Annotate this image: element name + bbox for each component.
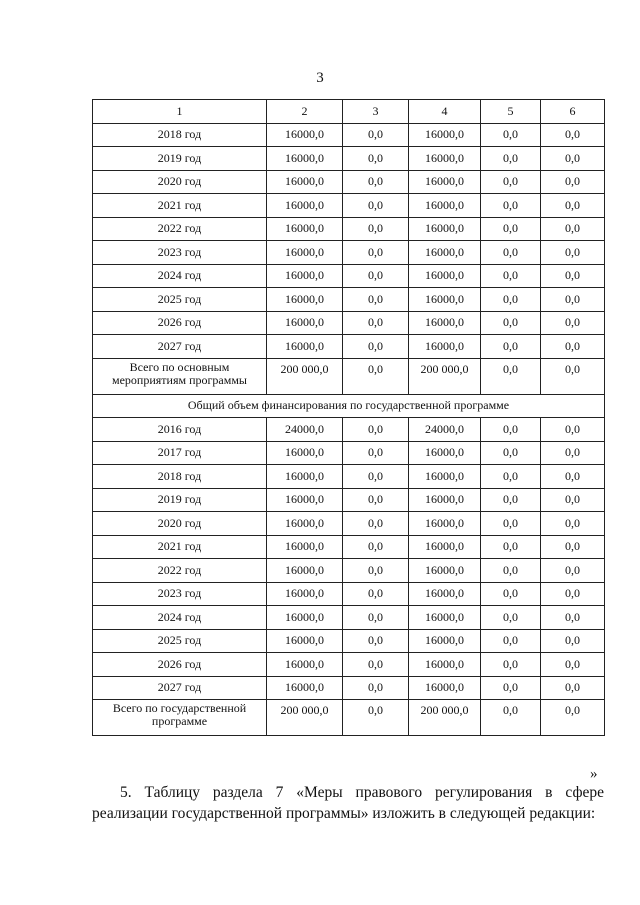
value-cell: 0,0	[343, 123, 409, 147]
row-label-cell: 2021 год	[93, 535, 267, 559]
value-cell: 0,0	[541, 606, 605, 630]
table-row	[93, 147, 605, 171]
value-cell: 16000,0	[267, 194, 343, 218]
value-cell: 0,0	[343, 418, 409, 442]
value-cell: 0,0	[541, 441, 605, 465]
value-cell: 16000,0	[409, 241, 481, 265]
row-label-cell: 2016 год	[93, 418, 267, 442]
value-cell: 16000,0	[267, 512, 343, 536]
closing-quote: »	[590, 766, 598, 782]
value-cell: 16000,0	[267, 653, 343, 677]
value-cell: 0,0	[343, 288, 409, 312]
value-cell: 0,0	[481, 241, 541, 265]
value-cell: 0,0	[343, 629, 409, 653]
value-cell: 0,0	[343, 465, 409, 489]
table-row	[93, 418, 605, 442]
value-cell: 24000,0	[267, 418, 343, 442]
row-label-cell: 2017 год	[93, 441, 267, 465]
row-label-cell: 2019 год	[93, 488, 267, 512]
value-cell: 16000,0	[409, 653, 481, 677]
value-cell: 0,0	[343, 676, 409, 700]
value-cell: 0,0	[343, 559, 409, 583]
value-cell: 16000,0	[267, 170, 343, 194]
amendment-paragraph: 5. Таблицу раздела 7 «Меры правового регулирования в сфере реализации государственной программы» изложить в следующей редакции:	[92, 784, 604, 822]
value-cell: 16000,0	[409, 629, 481, 653]
value-cell: 0,0	[541, 653, 605, 677]
value-cell: 16000,0	[267, 311, 343, 335]
row-label-cell: 2023 год	[93, 241, 267, 265]
row-label-cell: 2026 год	[93, 311, 267, 335]
value-cell: 16000,0	[267, 123, 343, 147]
value-cell: 16000,0	[409, 311, 481, 335]
value-cell: 0,0	[481, 559, 541, 583]
value-cell: 0,0	[541, 123, 605, 147]
value-cell: 0,0	[541, 512, 605, 536]
row-label-cell: 1	[93, 100, 267, 124]
row-label-cell: Всего по государственной программе	[93, 700, 267, 736]
value-cell: 0,0	[481, 418, 541, 442]
row-label-cell: 2025 год	[93, 288, 267, 312]
value-cell: 16000,0	[267, 559, 343, 583]
value-cell: 16000,0	[409, 559, 481, 583]
value-cell: 0,0	[541, 582, 605, 606]
value-cell: 0,0	[481, 335, 541, 359]
value-cell: 0,0	[541, 311, 605, 335]
row-label-cell: Всего по основным мероприятиям программы	[93, 358, 267, 394]
value-cell: 16000,0	[267, 676, 343, 700]
table-row	[93, 170, 605, 194]
value-cell: 0,0	[343, 358, 409, 394]
value-cell: 16000,0	[267, 288, 343, 312]
table-row	[93, 194, 605, 218]
section-row	[93, 394, 605, 418]
table-row	[93, 335, 605, 359]
value-cell: 0,0	[541, 418, 605, 442]
value-cell: 16000,0	[409, 288, 481, 312]
value-cell: 16000,0	[409, 512, 481, 536]
table-row	[93, 676, 605, 700]
value-cell: 0,0	[481, 288, 541, 312]
table-row	[93, 311, 605, 335]
table-row	[93, 606, 605, 630]
value-cell: 16000,0	[267, 629, 343, 653]
value-cell: 0,0	[481, 311, 541, 335]
value-cell: 0,0	[481, 147, 541, 171]
row-label-cell: 2020 год	[93, 512, 267, 536]
value-cell: 0,0	[343, 264, 409, 288]
value-cell: 0,0	[481, 606, 541, 630]
value-cell: 16000,0	[409, 465, 481, 489]
table-row	[93, 465, 605, 489]
row-label-cell: 2023 год	[93, 582, 267, 606]
value-cell: 0,0	[343, 217, 409, 241]
value-cell: 16000,0	[267, 217, 343, 241]
value-cell: 0,0	[541, 535, 605, 559]
value-cell: 16000,0	[409, 488, 481, 512]
row-label-cell: 2022 год	[93, 217, 267, 241]
row-label-cell: 2027 год	[93, 335, 267, 359]
table-row	[93, 535, 605, 559]
page-number: 3	[316, 70, 324, 86]
value-cell: 16000,0	[409, 123, 481, 147]
value-cell: 16000,0	[409, 170, 481, 194]
value-cell: 0,0	[541, 465, 605, 489]
value-cell: 0,0	[481, 653, 541, 677]
value-cell: 0,0	[541, 217, 605, 241]
value-cell: 16000,0	[267, 241, 343, 265]
total-row	[93, 358, 605, 394]
table-row	[93, 559, 605, 583]
table-row	[93, 241, 605, 265]
value-cell: 0,0	[541, 358, 605, 394]
table-row	[93, 488, 605, 512]
value-cell: 4	[409, 100, 481, 124]
value-cell: 16000,0	[409, 217, 481, 241]
value-cell: 0,0	[481, 123, 541, 147]
value-cell: 16000,0	[267, 465, 343, 489]
financing-table	[92, 99, 605, 736]
value-cell: 200 000,0	[409, 700, 481, 736]
value-cell: 0,0	[541, 629, 605, 653]
value-cell: 0,0	[481, 194, 541, 218]
section-title: Общий объем финансирования по государственной программе	[93, 394, 605, 418]
value-cell: 16000,0	[409, 535, 481, 559]
value-cell: 0,0	[481, 170, 541, 194]
value-cell: 0,0	[481, 700, 541, 736]
value-cell: 0,0	[481, 582, 541, 606]
value-cell: 16000,0	[267, 441, 343, 465]
value-cell: 0,0	[343, 170, 409, 194]
row-label-cell: 2018 год	[93, 123, 267, 147]
value-cell: 2	[267, 100, 343, 124]
value-cell: 0,0	[343, 488, 409, 512]
value-cell: 16000,0	[267, 264, 343, 288]
table-row	[93, 441, 605, 465]
value-cell: 16000,0	[267, 606, 343, 630]
value-cell: 0,0	[343, 700, 409, 736]
table-row	[93, 288, 605, 312]
value-cell: 16000,0	[409, 676, 481, 700]
row-label-cell: 2019 год	[93, 147, 267, 171]
value-cell: 0,0	[343, 441, 409, 465]
value-cell: 0,0	[541, 676, 605, 700]
value-cell: 0,0	[541, 170, 605, 194]
row-label-cell: 2025 год	[93, 629, 267, 653]
value-cell: 0,0	[541, 147, 605, 171]
value-cell: 0,0	[343, 335, 409, 359]
row-label-cell: 2024 год	[93, 606, 267, 630]
table-row	[93, 653, 605, 677]
value-cell: 6	[541, 100, 605, 124]
value-cell: 0,0	[541, 288, 605, 312]
value-cell: 0,0	[541, 700, 605, 736]
value-cell: 16000,0	[409, 147, 481, 171]
value-cell: 0,0	[343, 194, 409, 218]
value-cell: 0,0	[481, 264, 541, 288]
value-cell: 0,0	[481, 535, 541, 559]
value-cell: 0,0	[481, 512, 541, 536]
value-cell: 0,0	[541, 241, 605, 265]
value-cell: 16000,0	[267, 335, 343, 359]
value-cell: 0,0	[541, 559, 605, 583]
value-cell: 5	[481, 100, 541, 124]
value-cell: 16000,0	[409, 441, 481, 465]
value-cell: 0,0	[481, 441, 541, 465]
table-row	[93, 629, 605, 653]
row-label-cell: 2022 год	[93, 559, 267, 583]
value-cell: 16000,0	[409, 606, 481, 630]
value-cell: 0,0	[343, 653, 409, 677]
row-label-cell: 2020 год	[93, 170, 267, 194]
value-cell: 16000,0	[267, 535, 343, 559]
value-cell: 200 000,0	[267, 700, 343, 736]
row-label-cell: 2024 год	[93, 264, 267, 288]
value-cell: 0,0	[481, 358, 541, 394]
value-cell: 200 000,0	[409, 358, 481, 394]
row-label-cell: 2026 год	[93, 653, 267, 677]
value-cell: 0,0	[343, 535, 409, 559]
table-row	[93, 264, 605, 288]
value-cell: 0,0	[541, 335, 605, 359]
row-label-cell: 2021 год	[93, 194, 267, 218]
table-row	[93, 582, 605, 606]
value-cell: 0,0	[343, 606, 409, 630]
value-cell: 16000,0	[267, 582, 343, 606]
value-cell: 16000,0	[267, 147, 343, 171]
table-row	[93, 123, 605, 147]
value-cell: 0,0	[481, 465, 541, 489]
value-cell: 200 000,0	[267, 358, 343, 394]
value-cell: 24000,0	[409, 418, 481, 442]
value-cell: 3	[343, 100, 409, 124]
header-row	[93, 100, 605, 124]
table-row	[93, 217, 605, 241]
value-cell: 0,0	[481, 488, 541, 512]
value-cell: 0,0	[481, 217, 541, 241]
value-cell: 0,0	[343, 582, 409, 606]
row-label-cell: 2018 год	[93, 465, 267, 489]
value-cell: 0,0	[541, 488, 605, 512]
row-label-cell: 2027 год	[93, 676, 267, 700]
value-cell: 16000,0	[409, 264, 481, 288]
value-cell: 0,0	[541, 264, 605, 288]
value-cell: 0,0	[343, 241, 409, 265]
value-cell: 0,0	[343, 311, 409, 335]
value-cell: 16000,0	[409, 582, 481, 606]
total-row	[93, 700, 605, 736]
value-cell: 0,0	[541, 194, 605, 218]
value-cell: 16000,0	[409, 194, 481, 218]
table-row	[93, 512, 605, 536]
value-cell: 0,0	[343, 147, 409, 171]
value-cell: 16000,0	[409, 335, 481, 359]
value-cell: 0,0	[481, 676, 541, 700]
value-cell: 16000,0	[267, 488, 343, 512]
value-cell: 0,0	[481, 629, 541, 653]
value-cell: 0,0	[343, 512, 409, 536]
